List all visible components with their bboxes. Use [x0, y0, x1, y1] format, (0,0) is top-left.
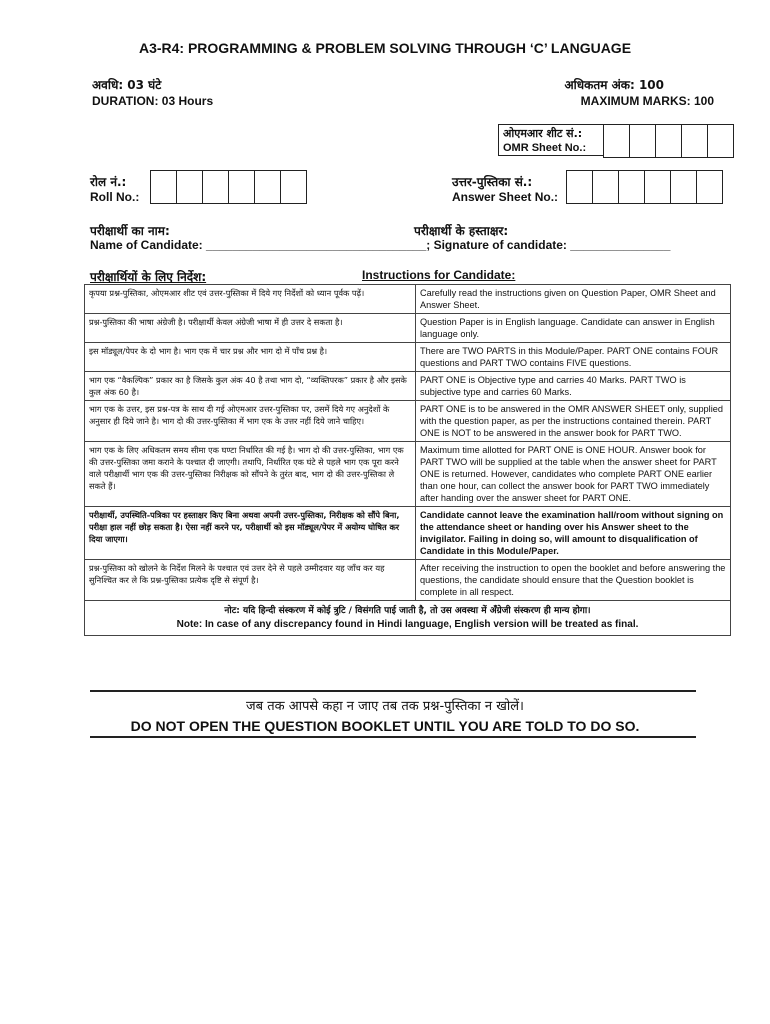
instruction-row [85, 507, 731, 560]
instruction-row [85, 560, 731, 601]
instruction-hindi: भाग एक के लिए अधिकतम समय सीमा एक घण्टा निर्धारित की गई है। भाग दो की उत्तर-पुस्तिका, भाग एक की उत्तर-पुस्तिका जमा कराने के पश्चात दी जाएगी। तथापि, निर्धारित एक घंटे से पहले भाग एक पूरा करने वाले परीक्षार्थी भाग एक की उत्तर-पुस्तिका निरीक्षक को सौंपने के तुरंत बाद, भाग दो की उत्तर-पुस्तिका ले सकते हैं। [85, 442, 416, 507]
instruction-english: PART ONE is to be answered in the OMR ANSWER SHEET only, supplied with the question paper, as per the instructions contained therein. PART ONE is NOT to be answered in the answer book for PART TWO. [416, 401, 731, 442]
duration-english: DURATION: 03 Hours [92, 94, 214, 108]
instructions-heading-hindi: परीक्षार्थियों के लिए निर्देश: [90, 270, 207, 284]
roll-number-boxes[interactable] [150, 170, 307, 204]
roll-label-english: Roll No.: [90, 190, 140, 204]
instruction-english: Candidate cannot leave the examination hall/room without signing on the attendance sheet or handing over his Answer sheet to the invigilator. Failing in doing so, will amount to disqualification of Candidate in this Module/Paper. [416, 507, 731, 560]
instruction-row [85, 401, 731, 442]
name-label-hindi: परीक्षार्थी का नाम: [90, 224, 170, 238]
instruction-hindi: भाग एक “वैकल्पिक” प्रकार का है जिसके कुल अंक 40 है तथा भाग दो, “व्यक्तिपरक” प्रकार है और इसके कुल अंक 60 है। [85, 372, 416, 401]
note-row [85, 601, 731, 636]
note-cell [85, 601, 731, 636]
note-english: Note: In case of any discrepancy found in Hindi language, English version will be treated as final. [176, 619, 639, 630]
instruction-hindi: कृपया प्रश्न-पुस्तिका, ओएमआर शीट एवं उत्तर-पुस्तिका में दिये गए निर्देशों को ध्यान पूर्वक पढ़ें। [85, 285, 416, 314]
omr-label-hindi: ओएमआर शीट सं.: [503, 127, 583, 140]
max-marks-english: MAXIMUM MARKS: 100 [580, 94, 714, 108]
instruction-row [85, 343, 731, 372]
instruction-row [85, 314, 731, 343]
roll-label-hindi: रोल नं.: [90, 175, 127, 189]
max-marks-hindi: अधिकतम अंक: 100 [564, 78, 664, 92]
instruction-row [85, 285, 731, 314]
instruction-hindi: इस मॉड्यूल/पेपर के दो भाग है। भाग एक में चार प्रश्न और भाग दो में पाँच प्रश्न है। [85, 343, 416, 372]
divider-top [90, 690, 696, 692]
instructions-table [84, 284, 731, 636]
answer-sheet-label-hindi: उत्तर-पुस्तिका सं.: [452, 175, 533, 189]
instruction-english: Carefully read the instructions given on Question Paper, OMR Sheet and Answer Sheet. [416, 285, 731, 314]
instruction-row [85, 372, 731, 401]
omr-label-english: OMR Sheet No.: [503, 142, 587, 154]
instruction-hindi: प्रश्न-पुस्तिका को खोलने के निर्देश मिलने के पश्चात एवं उत्तर देने से पहले उम्मीदवार यह जाँच कर यह सुनिश्चित कर ले कि प्रश्न-पुस्तिका प्रत्येक दृष्टि से संपूर्ण है। [85, 560, 416, 601]
instructions-heading-english: Instructions for Candidate: [362, 268, 516, 282]
warning-hindi: जब तक आपसे कहा न जाए तब तक प्रश्न-पुस्तिका न खोलें। [246, 699, 524, 714]
divider-bottom [90, 736, 696, 738]
instruction-english: Question Paper is in English language. Candidate can answer in English language only. [416, 314, 731, 343]
answer-sheet-label-english: Answer Sheet No.: [452, 190, 559, 204]
omr-sheet-number-boxes[interactable] [603, 124, 734, 158]
note-hindi: नोट: यदि हिन्दी संस्करण में कोई त्रुटि / विसंगति पाई जाती है, तो उस अवस्था में अँग्रेजी संस्करण ही मान्य होगा। [224, 606, 591, 616]
answer-sheet-number-boxes[interactable] [566, 170, 723, 204]
omr-label-box [498, 124, 604, 156]
instruction-hindi: परीक्षार्थी, उपस्थिति-पत्रिका पर हस्ताक्षर किए बिना अथवा अपनी उत्तर-पुस्तिका, निरीक्षक को सौंपे बिना, परीक्षा हाल नहीं छोड़ सकता है। ऐसा नहीं करने पर, परीक्षार्थी को इस मॉड्यूल/पेपर में अयोग्य घोषित कर दिया जाएगा। [85, 507, 416, 560]
duration-hindi: अवधि: 03 घंटे [92, 78, 162, 92]
instruction-english: PART ONE is Objective type and carries 40 Marks. PART TWO is subjective type and carries 60 Marks. [416, 372, 731, 401]
instruction-english: There are TWO PARTS in this Module/Paper. PART ONE contains FOUR questions and PART TWO contains FIVE questions. [416, 343, 731, 372]
instruction-hindi: प्रश्न-पुस्तिका की भाषा अंग्रेजी है। परीक्षार्थी केवल अंग्रेजी भाषा में ही उत्तर दे सकता है। [85, 314, 416, 343]
warning-english: DO NOT OPEN THE QUESTION BOOKLET UNTIL YOU ARE TOLD TO DO SO. [130, 718, 640, 734]
instruction-english: Maximum time allotted for PART ONE is ONE HOUR. Answer book for PART TWO will be supplied at the table when the answer sheet for PART ONE is returned. However, candidates who complete PART ONE earlier than one hour, can collect the answer book for PART TWO immediately after handing over the answer sheet for PART ONE. [416, 442, 731, 507]
page-title: A3-R4: PROGRAMMING & PROBLEM SOLVING THROUGH ‘C’ LANGUAGE [138, 40, 632, 56]
instruction-hindi: भाग एक के उत्तर, इस प्रश्न-पत्र के साथ दी गई ओएमआर उत्तर-पुस्तिका पर, उसमें दिये गए अनुदेशों के अनुसार ही दिये जाने है। भाग दो की उत्तर-पुस्तिका में भाग एक के उत्तर नहीं दिये जाने चाहिए। [85, 401, 416, 442]
instruction-row [85, 442, 731, 507]
signature-label-hindi: परीक्षार्थी के हस्ताक्षर: [414, 224, 509, 238]
instruction-english: After receiving the instruction to open the booklet and before answering the questions, the candidate should ensure that the Question booklet is complete in all respect. [416, 560, 731, 601]
name-signature-line[interactable]: Name of Candidate: _________________________________; Signature of candidate: _______________ [90, 238, 671, 252]
